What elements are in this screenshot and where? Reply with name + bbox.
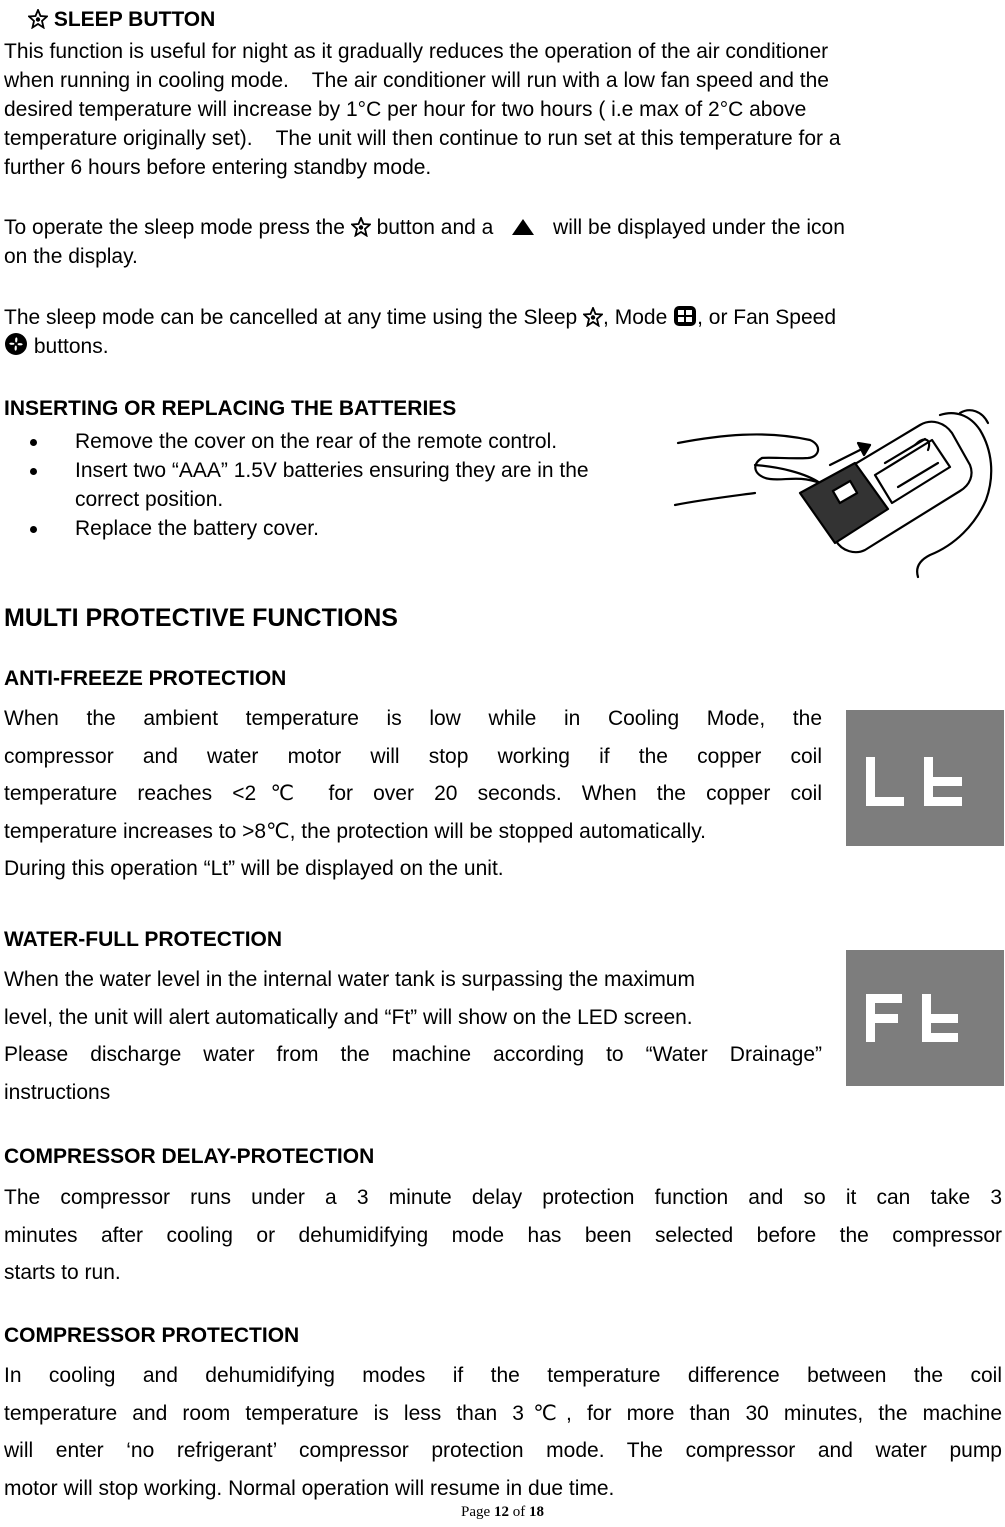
antifreeze-line: During this operation “Lt” will be displayed on the unit. [4,857,504,880]
delay-line: minutes after cooling or dehumidifying mode has been selected before the compressor [4,1223,1002,1247]
sleep-line: when running in cooling mode. The air conditioner will run with a low fan speed and the [4,69,829,92]
antifreeze-line: When the ambient temperature is low while in Cooling Mode, the [4,707,822,730]
compressor-line: will enter ‘no refrigerant’ compressor protection mode. The compressor and water pump [4,1439,1002,1462]
cancel-text-b: , Mode [603,306,668,329]
footer-total-pages: 18 [528,1504,544,1520]
list-item: Remove the cover on the rear of the remote control. [30,427,650,456]
list-item: Replace the battery cover. [30,514,650,543]
sleep-line: further 6 hours before entering standby mode. [4,156,432,179]
mode-icon [673,305,697,327]
antifreeze-line: temperature reaches <2℃ for over 20 seconds. When the copper coil [4,782,822,805]
cancel-line-1 [4,303,1004,332]
delay-heading: COMPRESSOR DELAY-PROTECTION [4,1145,375,1168]
sleep-operate-paragraph [4,213,994,271]
cancel-line-2 [4,332,1004,361]
lt-display [846,710,1004,846]
operate-text-c: will be displayed under the icon [553,216,845,239]
delay-line: starts to run. [4,1261,121,1284]
sleep-cancel-paragraph [4,303,1004,361]
compressor-line: motor will stop working. Normal operation will resume in due time. [4,1476,615,1500]
multi-heading: MULTI PROTECTIVE FUNCTIONS [4,604,398,632]
operate-text-a: To operate the sleep mode press the [4,216,345,239]
waterfull-heading: WATER-FULL PROTECTION [4,928,283,951]
compressor-heading: COMPRESSOR PROTECTION [4,1324,300,1347]
compressor-line: In cooling and dehumidifying modes if the temperature difference between the coil [4,1364,1002,1387]
ft-led-code [846,950,1004,1086]
sleep-star-icon [28,9,48,29]
delay-paragraph [4,1179,1002,1292]
sleep-heading: SLEEP BUTTON [53,8,216,31]
cancel-text-d: buttons. [33,335,109,358]
waterfull-line: level, the unit will alert automatically and “Ft” will show on the LED screen. [4,1005,693,1029]
sleep-line: This function is useful for night as it gradually reduces the operation of the air conditioner [4,40,829,63]
ft-display [846,950,1004,1086]
footer-of-word: of [512,1504,526,1520]
cancel-text-c: , or Fan Speed [697,306,837,329]
batteries-list [30,427,650,543]
sleep-star-icon [583,307,603,327]
antifreeze-line: compressor and water motor will stop working if the copper coil [4,744,822,768]
operate-text-b: button and a [376,216,494,239]
page-footer [0,1504,1005,1521]
fan-icon [4,332,28,356]
cancel-text-a: The sleep mode can be cancelled at any time using the Sleep [4,306,578,329]
compressor-line: temperature and room temperature is less than 3℃, for more than 30 minutes, the machine [4,1401,1002,1425]
waterfull-line: Please discharge water from the machine according to “Water Drainage” [4,1043,822,1066]
antifreeze-heading: ANTI-FREEZE PROTECTION [4,667,287,690]
batteries-heading: INSERTING OR REPLACING THE BATTERIES [4,397,457,420]
sleep-line: desired temperature will increase by 1°C per hour for two hours ( i.e max of 2°C above [4,98,807,121]
waterfull-line: instructions [4,1080,111,1104]
footer-page-word: Page [461,1504,491,1520]
remote-battery-illustration [670,405,1000,580]
up-triangle-icon [503,217,543,237]
compressor-paragraph [4,1357,1002,1507]
antifreeze-paragraph [4,700,822,888]
antifreeze-line: temperature increases to >8℃, the protection will be stopped automatically. [4,819,706,843]
sleep-paragraph [4,37,989,182]
footer-page-number: 12 [493,1504,509,1520]
operate-line-1 [4,213,994,242]
operate-line-2: on the display. [4,245,138,268]
sleep-heading-row [28,8,215,32]
sleep-star-icon [351,217,371,237]
waterfull-paragraph [4,961,822,1111]
list-item: Insert two “AAA” 1.5V batteries ensuring they are in the correct position. [30,456,650,514]
delay-line: The compressor runs under a 3 minute delay protection function and so it can take 3 [4,1186,1002,1209]
waterfull-line: When the water level in the internal water tank is surpassing the maximum [4,968,695,991]
sleep-line: temperature originally set). The unit will then continue to run set at this temperature for a [4,127,841,150]
lt-led-code [846,710,1004,846]
